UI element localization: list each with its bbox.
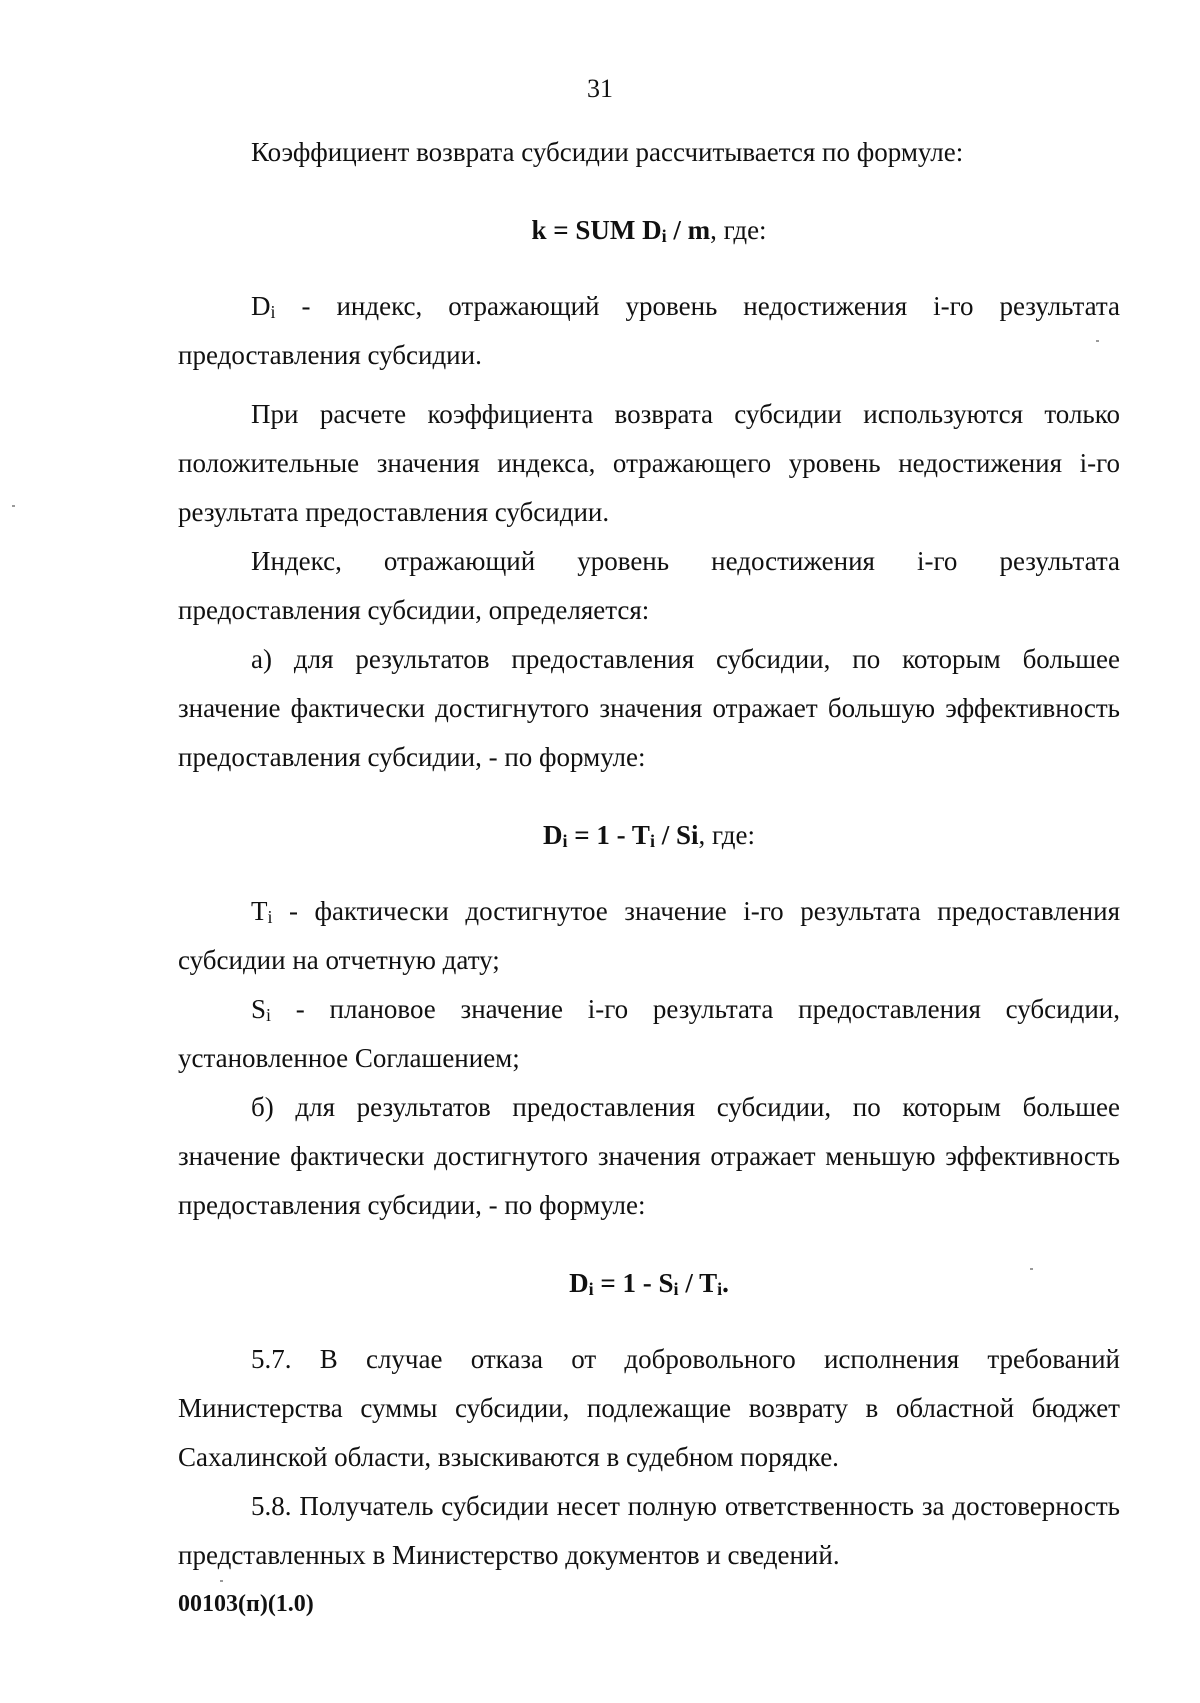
formula-d2-s-sub: i bbox=[673, 1279, 679, 1299]
scan-speck bbox=[220, 1580, 223, 1582]
formula-k bbox=[178, 206, 1120, 255]
formula-d1 bbox=[178, 811, 1120, 860]
formula-d2-t-sub: i bbox=[717, 1279, 723, 1299]
ti-text: - фактически достигнутое значение i-го результата предоставления субсидии на отчетную дату; bbox=[178, 896, 1120, 975]
ti-definition bbox=[178, 887, 1120, 985]
index-paragraph: Индекс, отражающий уровень недостижения i-го результата предоставления субсидии, определяется: bbox=[178, 546, 1120, 625]
di-text: - индекс, отражающий уровень недостижения i-го результата предоставления субсидии. bbox=[178, 291, 1120, 370]
di-sub: i bbox=[270, 302, 276, 322]
formula-k-rest: / m bbox=[666, 215, 711, 245]
formula-d1-end: / Si bbox=[654, 820, 699, 850]
formula-d2-d-sub: i bbox=[588, 1279, 594, 1299]
ti-symbol: T bbox=[251, 896, 268, 926]
ti-sub: i bbox=[267, 907, 273, 927]
formula-k-sub: i bbox=[661, 226, 667, 246]
formula-d2-mid2: / T bbox=[678, 1268, 718, 1298]
formula-k-lhs: k = SUM D bbox=[531, 215, 662, 245]
clause-a-paragraph: а) для результатов предоставления субсидии, по которым большее значение фактически достигнутого значения отражает большую эффективность предоставления субсидии, - по формуле: bbox=[178, 644, 1120, 772]
formula-d2 bbox=[178, 1259, 1120, 1308]
formula-d1-t-sub: i bbox=[649, 831, 655, 851]
formula-d2-end: . bbox=[722, 1268, 729, 1298]
formula-k-tail: , где: bbox=[710, 215, 767, 245]
formula-d1-tail: , где: bbox=[698, 820, 755, 850]
formula-d2-d: D bbox=[569, 1268, 589, 1298]
scan-speck bbox=[1096, 340, 1099, 342]
intro-paragraph: Коэффициент возврата субсидии рассчитывается по формуле: bbox=[251, 137, 964, 167]
di-definition bbox=[178, 282, 1120, 380]
document-body bbox=[178, 128, 1120, 1580]
si-sub: i bbox=[266, 1005, 272, 1025]
document-code: 00103(п)(1.0) bbox=[178, 1591, 314, 1617]
positive-values-paragraph: При расчете коэффициента возврата субсидии используются только положительные значения индекса, отражающего уровень недостижения i-го результата предоставления субсидии. bbox=[178, 399, 1120, 527]
di-symbol: D bbox=[251, 291, 271, 321]
formula-d1-d: D bbox=[543, 820, 563, 850]
clause-b-paragraph: б) для результатов предоставления субсидии, по которым большее значение фактически достигнутого значения отражает меньшую эффективность предоставления субсидии, - по формуле: bbox=[178, 1092, 1120, 1220]
page-number: 31 bbox=[587, 74, 613, 103]
section-5-8-paragraph: 5.8. Получатель субсидии несет полную ответственность за достоверность представленных в Министерство документов и сведений. bbox=[178, 1491, 1120, 1570]
si-definition bbox=[178, 985, 1120, 1083]
scan-speck bbox=[12, 505, 15, 507]
section-5-7-paragraph: 5.7. В случае отказа от добровольного исполнения требований Министерства суммы субсидии, подлежащие возврату в областной бюджет Сахалинской области, взыскиваются в судебном порядке. bbox=[178, 1344, 1120, 1472]
formula-d1-mid: = 1 - T bbox=[567, 820, 650, 850]
formula-d1-d-sub: i bbox=[562, 831, 568, 851]
formula-d2-mid: = 1 - S bbox=[593, 1268, 674, 1298]
si-symbol: S bbox=[251, 994, 267, 1024]
scan-speck bbox=[1030, 1268, 1033, 1270]
si-text: - плановое значение i-го результата предоставления субсидии, установленное Соглашением; bbox=[178, 994, 1120, 1073]
